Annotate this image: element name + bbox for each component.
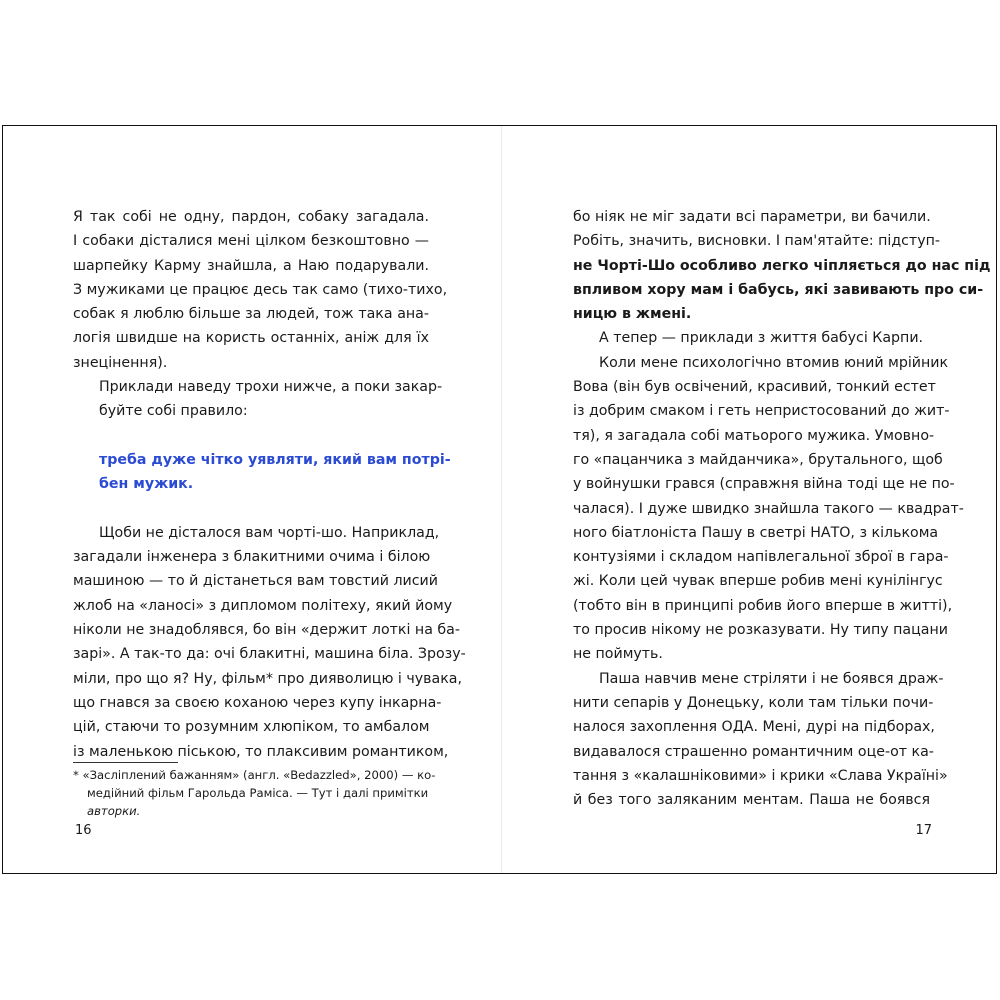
left-page (73, 126, 466, 873)
text-line: треба дуже чітко уявляти, який вам потрі- (99, 451, 451, 468)
text-line: із добрим смаком і геть непристосований до жит- (573, 403, 950, 420)
text-line: налося захоплення ОДА. Мені, дурі на підборах, (573, 719, 935, 736)
footnote-line: авторки. (87, 804, 141, 818)
text-line: жі. Коли цей чувак вперше робив мені кунілінгус (573, 573, 943, 590)
book-spread (2, 125, 997, 874)
text-line: Коли мене психологічно втомив юний мрійник (599, 354, 949, 371)
text-line: З мужиками це працює десь так само (тихо-тихо, (73, 281, 448, 298)
text-line: тя), я загадала собі матьорого мужика. Умовно- (573, 427, 935, 444)
text-line: міли, про що я? Ну, фільм* про дияволицю і чувака, (73, 670, 462, 687)
footnote-separator (73, 762, 178, 763)
text-line: нити сепарів у Донецьку, коли там тільки почи- (573, 694, 934, 711)
book-gutter (501, 126, 502, 873)
text-line: зарі». А так-то да: очі блакитні, машина біла. Зрозу- (73, 646, 466, 663)
text-line: контузіями і складом напівлегальної зброї в гара- (573, 549, 949, 566)
text-line: буйте собі правило: (99, 403, 248, 420)
left-page-text (73, 205, 466, 764)
text-line: цій, стаючи то розумним хлюпіком, то амбалом (73, 719, 430, 736)
text-line: у войнушки грався (справжня війна тоді ще не по- (573, 476, 955, 493)
footnote-line: медійний фільм Гарольда Раміса. — Тут і далі примітки (87, 786, 429, 800)
text-line: Щоби не дісталося вам чорті-шо. Наприклад, (99, 524, 440, 541)
text-line: Приклади наведу трохи нижче, а поки закар- (99, 379, 443, 396)
text-line: тання з «калашніковими» і крики «Слава Україні» (573, 767, 948, 784)
text-line: ніколи не знадоблявся, бо він «держит лоткі на ба- (73, 622, 460, 639)
text-line: Паша навчив мене стріляти і не боявся драж- (599, 670, 944, 687)
text-line: А тепер — приклади з життя бабусі Карпи. (599, 330, 924, 347)
text-line: шарпейку Карму знайшла, а Наю подарували. (73, 257, 429, 274)
footnote-line: * «Засліплений бажанням» (англ. «Bedazzled», 2000) — ко- (73, 768, 436, 782)
text-line: ницю в жмені. (573, 306, 692, 323)
text-line: ного біатлоніста Пашу в светрі НАТО, з кількома (573, 524, 939, 541)
text-line: го «пацанчика з майданчика», брутального, щоб (573, 451, 943, 468)
text-line: машиною — то й дістанеться вам товстий лисий (73, 573, 438, 590)
right-page-text (573, 205, 991, 812)
text-line: жлоб на «ланосі» з дипломом політеху, який йому (73, 597, 453, 614)
text-line: бо ніяк не міг задати всі параметри, ви бачили. (573, 209, 931, 225)
text-line: що гнався за своєю коханою через купу інкарна- (73, 694, 442, 711)
text-line: то просив нікому не розказувати. Ну типу пацани (573, 622, 948, 639)
footnote (73, 766, 436, 820)
text-line: Вова (він був освічений, красивий, тонкий естет (573, 379, 936, 396)
text-line: І собаки дісталися мені цілком безкоштовно — (73, 233, 429, 250)
text-line: Я так собі не одну, пардон, собаку загадала. (73, 209, 429, 225)
text-line: видавалося страшенно романтичним оце-от ка- (573, 743, 934, 760)
text-line: не поймуть. (573, 646, 663, 663)
text-line: впливом хору мам і бабусь, які завивають про си- (573, 281, 984, 298)
text-line: й без того заляканим ментам. Паша не боявся (573, 792, 930, 809)
text-line: бен мужик. (99, 476, 194, 493)
page-number-left: 16 (75, 823, 92, 838)
right-page (573, 126, 991, 873)
text-line: не Чорті-Шо особливо легко чіпляється до нас під (573, 257, 991, 274)
text-line: знецінення). (73, 354, 168, 371)
text-line: (тобто він в принципі робив його вперше в житті), (573, 597, 953, 614)
text-line: логія швидше на користь останніх, аніж для їх (73, 330, 429, 347)
text-line: чалася). І дуже швидко знайшла такого — квадрат- (573, 500, 964, 517)
highlighted-rule (73, 448, 451, 497)
text-line: Робіть, значить, висновки. І пам'ятайте: підступ- (573, 233, 940, 250)
text-line: собак я люблю більше за людей, тож така ана- (73, 306, 429, 323)
text-line: із маленькою піською, то плаксивим романтиком, (73, 743, 449, 760)
page-number-right: 17 (915, 823, 932, 838)
text-line: загадали інженера з блакитними очима і білою (73, 549, 431, 566)
